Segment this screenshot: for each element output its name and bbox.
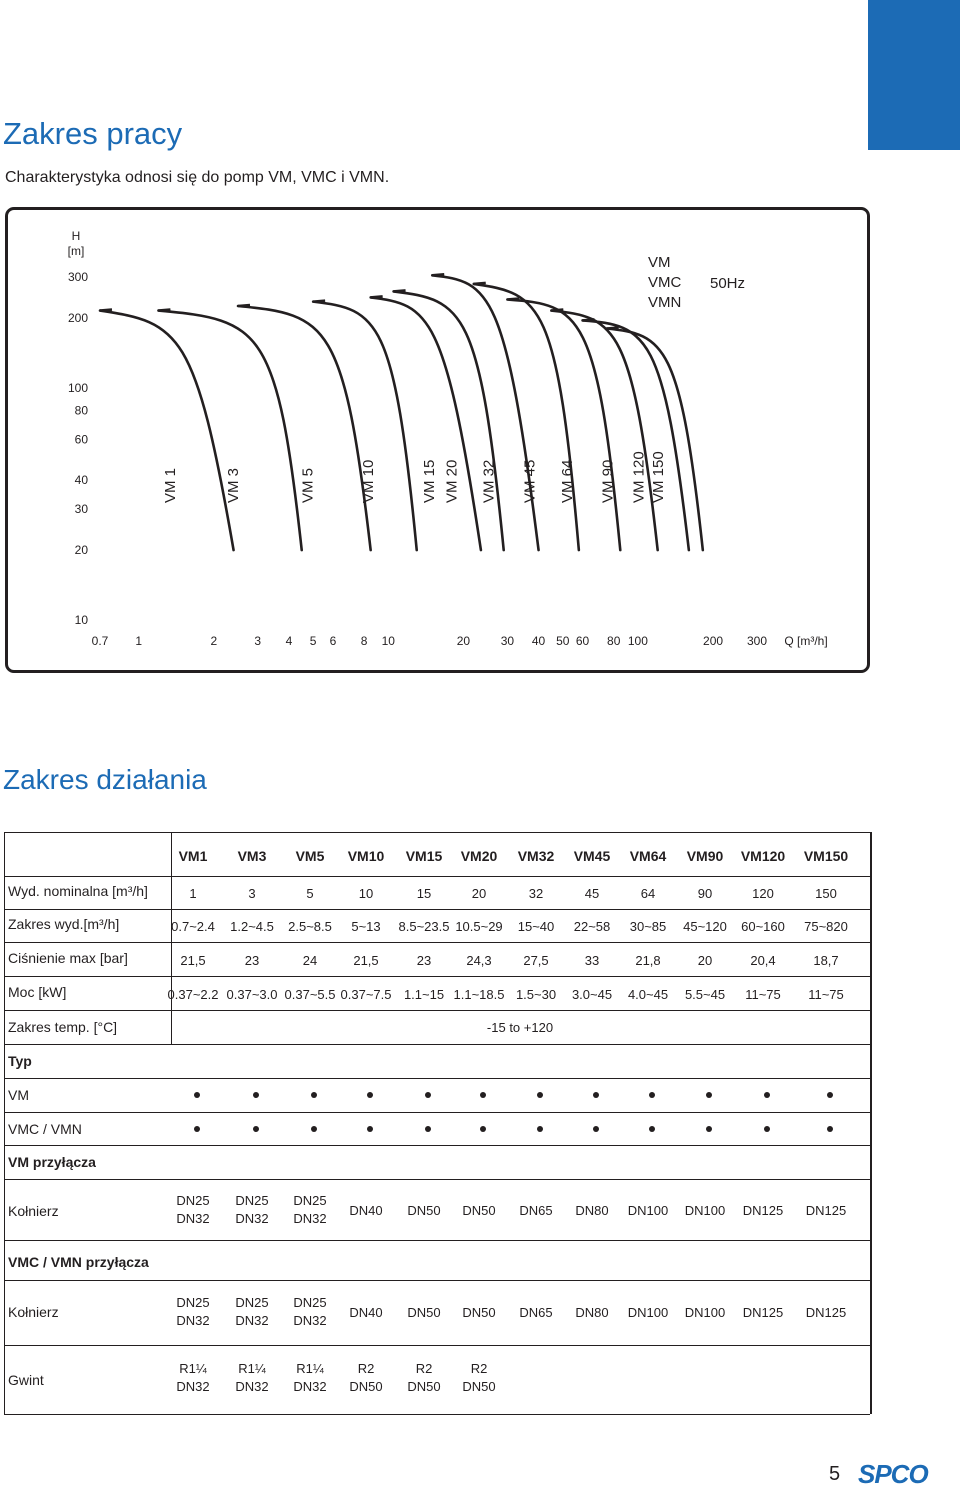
pump-curve-line <box>507 300 620 551</box>
availability-dot <box>537 1126 543 1132</box>
table-cell: 8.5~23.5 <box>398 919 450 934</box>
row-label-thread: Gwint <box>8 1372 44 1388</box>
availability-dot <box>537 1092 543 1098</box>
column-header: VM15 <box>405 848 443 864</box>
availability-dot <box>764 1126 770 1132</box>
flange-cell: DN125 <box>805 1203 847 1218</box>
pump-curve-line <box>583 320 689 550</box>
row-label-vmc-vmn-connections: VMC / VMN przyłącza <box>8 1254 149 1270</box>
y-tick-label: 300 <box>67 270 88 284</box>
column-header: VM120 <box>740 848 786 864</box>
column-header: VM10 <box>347 848 385 864</box>
table-cell: 21,5 <box>353 953 379 968</box>
pump-curve-top <box>583 319 595 320</box>
thread-cell: R1¼ DN32 <box>235 1361 269 1394</box>
y-tick-label: 80 <box>74 403 88 418</box>
table-cell: 2.5~8.5 <box>288 919 332 934</box>
y-tick-label: 20 <box>74 543 88 558</box>
series-label: VM 3 <box>225 467 243 503</box>
pump-curve-top <box>432 274 444 275</box>
temperature-range-value: -15 to +120 <box>486 1020 554 1035</box>
x-tick-label: 8 <box>360 634 368 648</box>
y-axis-label: [m] <box>67 244 85 258</box>
x-tick-label: 10 <box>381 634 395 648</box>
pump-curve-line <box>238 306 371 550</box>
flange-cell: DN25 DN32 <box>176 1193 210 1226</box>
table-cell: 21,5 <box>180 953 206 968</box>
row-label-vm-connections: VM przyłącza <box>8 1154 96 1170</box>
table-row-divider <box>4 1179 870 1180</box>
table-row-divider <box>4 1345 870 1346</box>
row-label-type: Typ <box>8 1053 32 1069</box>
availability-dot <box>194 1092 200 1098</box>
table-cell: 3.0~45 <box>571 987 613 1002</box>
series-label: VM 120 <box>630 451 648 503</box>
table-cell: 0.37~3.0 <box>226 987 278 1002</box>
y-tick-label: 100 <box>67 380 88 395</box>
pump-curve-top <box>238 305 250 306</box>
flange-cell: DN65 <box>519 1305 553 1320</box>
pump-curve-top <box>474 283 486 284</box>
flange-cell: DN125 <box>742 1203 784 1218</box>
pump-curve-top <box>371 296 383 297</box>
availability-dot <box>649 1092 655 1098</box>
specs-table <box>4 832 872 1414</box>
page-title: Zakres pracy <box>3 116 183 151</box>
column-header: VM32 <box>517 848 555 864</box>
flange-cell: DN50 <box>462 1305 496 1320</box>
availability-dot <box>827 1126 833 1132</box>
availability-dot <box>253 1092 259 1098</box>
page-subtitle: Charakterystyka odnosi się do pomp VM, VMC i VMN. <box>5 169 390 186</box>
pump-curve-top <box>158 310 170 311</box>
pump-curve-line <box>394 291 504 550</box>
availability-dot <box>480 1126 486 1132</box>
pump-curve-top <box>394 290 406 291</box>
row-label: Zakres wyd.[m³/h] <box>8 916 120 932</box>
legend-entry: VMC <box>648 274 682 291</box>
thread-cell: R2 DN50 <box>407 1361 441 1394</box>
table-cell: 5 <box>306 886 314 901</box>
flange-cell: DN100 <box>684 1305 726 1320</box>
series-label: VM 1 <box>161 467 179 503</box>
availability-dot <box>367 1092 373 1098</box>
table-row-divider <box>4 909 870 910</box>
table-cell: 11~75 <box>808 987 844 1002</box>
pump-curve-top <box>507 299 519 300</box>
series-label: VM 5 <box>299 467 317 503</box>
pump-curve-top <box>607 328 619 329</box>
flange-cell: DN65 <box>519 1203 553 1218</box>
flange-cell: DN25 DN32 <box>176 1295 210 1328</box>
x-tick-label: 60 <box>575 634 590 648</box>
table-row-divider <box>4 1044 870 1045</box>
y-tick-label: 200 <box>67 310 88 325</box>
table-cell: 10 <box>358 886 374 901</box>
x-tick-label: 2 <box>210 634 218 648</box>
availability-dot <box>593 1126 599 1132</box>
table-cell: 20 <box>697 953 713 968</box>
table-cell: 1.1~18.5 <box>453 987 505 1002</box>
table-cell: 20,4 <box>750 953 776 968</box>
x-tick-label: 3 <box>254 634 262 648</box>
series-label: VM 45 <box>521 459 539 503</box>
flange-cell: DN100 <box>627 1305 669 1320</box>
series-label: VM 32 <box>480 459 498 503</box>
pump-curve-line <box>100 311 234 551</box>
x-tick-label: 4 <box>285 634 293 648</box>
row-label: Moc [kW] <box>8 984 67 1000</box>
flange-cell: DN50 <box>462 1203 496 1218</box>
y-tick-label: 40 <box>74 473 88 488</box>
table-cell: 4.0~45 <box>627 987 669 1002</box>
x-tick-label: 0.7 <box>91 634 109 648</box>
availability-dot <box>194 1126 200 1132</box>
availability-dot <box>311 1092 317 1098</box>
column-header: VM3 <box>237 848 267 864</box>
table-row-divider <box>4 876 870 877</box>
table-cell: 18,7 <box>813 953 839 968</box>
table-cell: 120 <box>752 886 774 901</box>
table-cell: 20 <box>471 886 487 901</box>
table-row-divider <box>4 976 870 977</box>
table-row-divider <box>4 1112 870 1113</box>
flange-cell: DN25 DN32 <box>235 1295 269 1328</box>
table-cell: 90 <box>697 886 713 901</box>
table-cell: 33 <box>584 953 600 968</box>
flange-cell: DN50 <box>407 1203 441 1218</box>
table-cell: 1 <box>189 886 197 901</box>
y-tick-label: 30 <box>74 502 88 517</box>
availability-dot <box>593 1092 599 1098</box>
y-tick-label: 60 <box>74 432 88 447</box>
table-cell: 10.5~29 <box>455 919 503 934</box>
availability-dot <box>649 1126 655 1132</box>
column-header: VM1 <box>178 848 208 864</box>
availability-dot <box>706 1092 712 1098</box>
table-cell: 32 <box>528 886 544 901</box>
flange-cell: DN80 <box>575 1305 609 1320</box>
x-tick-label: 200 <box>703 634 724 648</box>
thread-cell: R1¼ DN32 <box>293 1361 327 1394</box>
table-row-divider <box>4 1078 870 1079</box>
table-cell: 27,5 <box>523 953 549 968</box>
table-cell: 75~820 <box>804 919 848 934</box>
pump-curve-line <box>432 275 538 550</box>
thread-cell: R2 DN50 <box>462 1361 496 1394</box>
x-tick-label: 50 <box>556 634 570 648</box>
series-label: VM 10 <box>359 459 377 503</box>
flange-cell: DN25 DN32 <box>235 1193 269 1226</box>
table-cell: 1.1~15 <box>403 987 445 1002</box>
table-cell: 22~58 <box>573 919 611 934</box>
table-cell: 64 <box>640 886 656 901</box>
pump-curve-line <box>474 284 579 550</box>
table-cell: 0.7~2.4 <box>171 919 215 934</box>
table-cell: 23 <box>244 953 260 968</box>
table-cell: 5~13 <box>351 919 381 934</box>
availability-dot <box>827 1092 833 1098</box>
table-cell: 11~75 <box>745 987 781 1002</box>
table-row-divider <box>4 1280 870 1281</box>
y-tick-label: 10 <box>74 613 88 627</box>
table-cell: 3 <box>248 886 256 901</box>
series-label: VM 64 <box>558 459 576 503</box>
performance-chart <box>0 0 960 700</box>
column-header: VM150 <box>803 848 849 864</box>
legend-entry: VM <box>648 254 671 271</box>
flange-cell: DN125 <box>742 1305 784 1320</box>
column-header: VM64 <box>629 848 667 864</box>
thread-cell: R1¼ DN32 <box>176 1361 210 1394</box>
row-label-flange: Kołnierz <box>8 1304 59 1320</box>
x-tick-label: 80 <box>607 634 621 648</box>
flange-cell: DN125 <box>805 1305 847 1320</box>
spco-logo: SPCO <box>858 1459 928 1489</box>
x-tick-label: 5 <box>309 634 317 648</box>
table-cell: 15~40 <box>517 919 555 934</box>
table-cell: 0.37~5.5 <box>284 987 336 1002</box>
availability-dot <box>425 1092 431 1098</box>
flange-cell: DN40 <box>349 1203 383 1218</box>
table-cell: 24 <box>302 953 318 968</box>
availability-dot <box>253 1126 259 1132</box>
table-cell: 21,8 <box>635 953 661 968</box>
section-title-operating-range: Zakres działania <box>3 764 207 795</box>
x-tick-label: 6 <box>329 634 337 648</box>
y-axis-label: H <box>71 229 81 243</box>
table-cell: 60~160 <box>741 919 785 934</box>
table-cell: 1.5~30 <box>515 987 557 1002</box>
table-cell: 24,3 <box>466 953 492 968</box>
x-axis-label: Q [m³/h] <box>784 634 828 648</box>
row-label: Ciśnienie max [bar] <box>8 950 128 966</box>
table-cell: 30~85 <box>629 919 667 934</box>
flange-cell: DN40 <box>349 1305 383 1320</box>
x-tick-label: 40 <box>531 634 546 648</box>
table-cell: 1.2~4.5 <box>230 919 274 934</box>
flange-cell: DN100 <box>684 1203 726 1218</box>
table-cell: 0.37~2.2 <box>167 987 219 1002</box>
x-tick-label: 300 <box>746 634 768 648</box>
x-tick-label: 20 <box>456 634 471 648</box>
flange-cell: DN80 <box>575 1203 609 1218</box>
table-row-divider <box>4 1145 870 1146</box>
table-cell: 150 <box>815 886 837 901</box>
series-label: VM 150 <box>649 451 667 503</box>
table-row-divider <box>4 1414 870 1415</box>
x-tick-label: 30 <box>500 634 515 648</box>
row-label-temperature: Zakres temp. [°C] <box>8 1019 118 1035</box>
row-label-flange: Kołnierz <box>8 1203 59 1219</box>
legend-entry: VMN <box>648 294 682 311</box>
flange-cell: DN50 <box>407 1305 441 1320</box>
table-cell: 5.5~45 <box>684 987 726 1002</box>
column-header: VM5 <box>295 848 325 864</box>
table-row-divider <box>4 1240 870 1241</box>
column-header: VM45 <box>573 848 611 864</box>
pump-curve-top <box>313 301 325 302</box>
availability-dot <box>480 1092 486 1098</box>
pump-curve-line <box>371 297 481 550</box>
column-header: VM20 <box>460 848 498 864</box>
series-label: VM 15 <box>420 459 438 503</box>
thread-cell: R2 DN50 <box>349 1361 383 1394</box>
pump-curve-top <box>551 310 563 311</box>
pump-curve-top <box>100 310 112 311</box>
flange-cell: DN100 <box>627 1203 669 1218</box>
availability-dot <box>367 1126 373 1132</box>
table-row-divider <box>4 832 870 833</box>
table-row-divider <box>4 1010 870 1011</box>
column-header: VM90 <box>686 848 724 864</box>
page-number: 5 <box>829 1463 841 1485</box>
availability-dot <box>311 1126 317 1132</box>
table-cell: 0.37~7.5 <box>340 987 392 1002</box>
availability-dot <box>706 1126 712 1132</box>
x-tick-label: 1 <box>135 634 143 648</box>
flange-cell: DN25 DN32 <box>293 1295 327 1328</box>
row-label-vmc-vmn: VMC / VMN <box>8 1121 82 1137</box>
row-label-vm: VM <box>8 1087 29 1103</box>
table-cell: 15 <box>416 886 432 901</box>
frequency-label: 50Hz <box>710 275 746 292</box>
row-label: Wyd. nominalna [m³/h] <box>8 883 148 899</box>
table-cell: 45 <box>584 886 600 901</box>
table-row-divider <box>4 942 870 943</box>
availability-dot <box>764 1092 770 1098</box>
table-cell: 45~120 <box>683 919 727 934</box>
table-cell: 23 <box>416 953 432 968</box>
series-label: VM 90 <box>599 459 617 503</box>
flange-cell: DN25 DN32 <box>293 1193 327 1226</box>
table-left-border <box>4 832 5 1414</box>
x-tick-label: 100 <box>627 634 648 648</box>
availability-dot <box>425 1126 431 1132</box>
series-label: VM 20 <box>443 459 461 503</box>
